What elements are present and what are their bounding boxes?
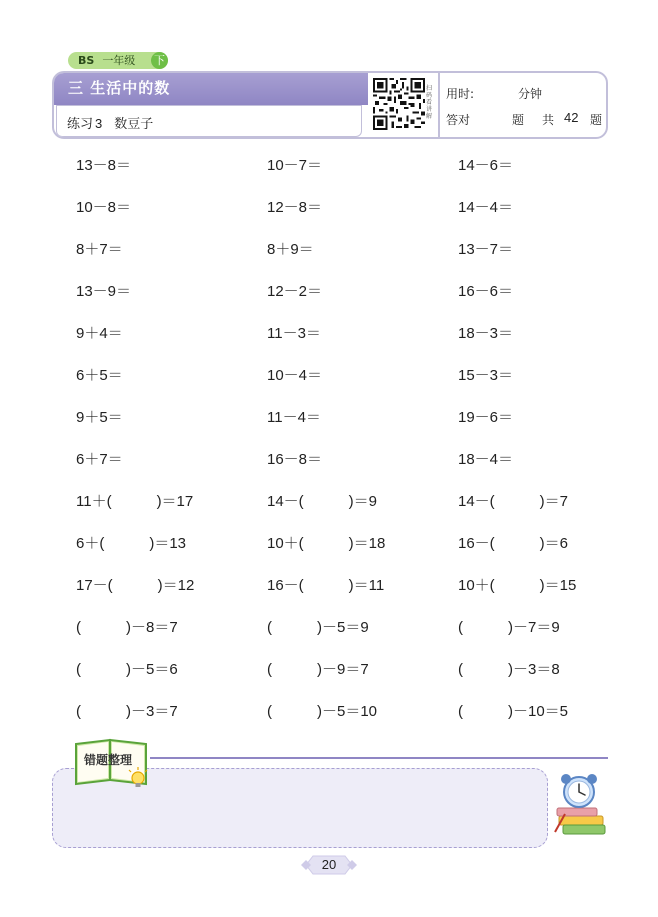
series-label: BS <box>78 54 95 67</box>
mistake-divider <box>150 757 608 759</box>
problem-row <box>76 528 596 570</box>
math-problem: 18－4＝ <box>458 451 514 468</box>
math-problem: 8＋9＝ <box>267 241 314 258</box>
problem-row <box>76 360 596 402</box>
math-problem: 14－( )＝9 <box>267 493 378 510</box>
total-suffix: 题 <box>590 113 603 127</box>
math-problem: 9＋4＝ <box>76 325 123 342</box>
problem-row <box>76 192 596 234</box>
page-number: 20 <box>321 857 337 872</box>
math-problem: 10＋( )＝15 <box>458 577 577 594</box>
math-problem: 10－7＝ <box>267 157 323 174</box>
math-problem: ( )－5＝9 <box>267 619 369 636</box>
math-problem: 6＋( )＝13 <box>76 535 187 552</box>
problem-row <box>76 696 596 738</box>
term-badge: 下 <box>151 52 168 69</box>
problem-row <box>76 486 596 528</box>
grade-tag <box>68 52 168 69</box>
unit-title: 三 生活中的数 <box>54 73 368 105</box>
math-problem: ( )－8＝7 <box>76 619 178 636</box>
math-problem: ( )－3＝8 <box>458 661 560 678</box>
math-problem: 11＋( )＝17 <box>76 493 194 510</box>
math-problem: 12－8＝ <box>267 199 323 216</box>
problem-row <box>76 276 596 318</box>
problem-row <box>76 318 596 360</box>
math-problem: 16－( )＝6 <box>458 535 569 552</box>
grade-label: 一年级 <box>102 54 136 67</box>
header-divider <box>438 73 440 139</box>
mistake-label: 错题整理 <box>84 753 133 767</box>
qr-area[interactable] <box>370 73 436 139</box>
math-problem: ( )－5＝6 <box>76 661 178 678</box>
qr-note: 扫码看讲解 <box>426 85 433 120</box>
math-problem: 16－6＝ <box>458 283 514 300</box>
math-problem: 10－8＝ <box>76 199 132 216</box>
math-problem: 17－( )＝12 <box>76 577 195 594</box>
correct-label: 答对 <box>446 113 471 127</box>
exercise-title: 数豆子 <box>114 117 154 132</box>
time-unit: 分钟 <box>518 87 543 101</box>
math-problem: 13－9＝ <box>76 283 132 300</box>
math-problem: 16－( )＝11 <box>267 577 385 594</box>
score-row <box>446 110 603 128</box>
math-problem: ( )－7＝9 <box>458 619 560 636</box>
math-problem: 11－3＝ <box>267 325 321 342</box>
qr-code-icon[interactable] <box>373 78 425 130</box>
math-problem: 8＋7＝ <box>76 241 123 258</box>
total-count: 42 <box>564 110 579 125</box>
math-problem: ( )－5＝10 <box>267 703 378 720</box>
correct-unit: 题 <box>512 113 525 127</box>
math-problem: ( )－3＝7 <box>76 703 178 720</box>
time-label: 用时: <box>446 87 475 101</box>
math-problem: 19－6＝ <box>458 409 514 426</box>
alarm-clock-books-icon <box>553 770 611 840</box>
math-problem: 14－4＝ <box>458 199 514 216</box>
math-problem: 6＋7＝ <box>76 451 123 468</box>
math-problem: 13－7＝ <box>458 241 514 258</box>
problem-row <box>76 444 596 486</box>
problem-row <box>76 234 596 276</box>
time-row <box>446 85 543 102</box>
total-prefix: 共 <box>542 113 555 127</box>
math-problem: 16－8＝ <box>267 451 323 468</box>
math-problem: 15－3＝ <box>458 367 514 384</box>
header-panel <box>52 71 608 139</box>
exercise-heading <box>67 113 153 132</box>
problem-row <box>76 570 596 612</box>
math-problem: 18－3＝ <box>458 325 514 342</box>
problem-row <box>76 402 596 444</box>
exercise-label: 练习 <box>67 117 94 132</box>
math-problem: 9＋5＝ <box>76 409 123 426</box>
math-problem: ( )－10＝5 <box>458 703 569 720</box>
math-problem: 13－8＝ <box>76 157 132 174</box>
exercise-box <box>56 105 362 137</box>
math-problem: 14－( )＝7 <box>458 493 569 510</box>
math-problem: 12－2＝ <box>267 283 323 300</box>
problem-row <box>76 150 596 192</box>
problem-row <box>76 654 596 696</box>
problem-grid <box>76 150 596 738</box>
math-problem: 11－4＝ <box>267 409 321 426</box>
math-problem: ( )－9＝7 <box>267 661 369 678</box>
math-problem: 10＋( )＝18 <box>267 535 386 552</box>
problem-row <box>76 612 596 654</box>
math-problem: 14－6＝ <box>458 157 514 174</box>
exercise-number: 3 <box>95 116 103 131</box>
math-problem: 10－4＝ <box>267 367 323 384</box>
math-problem: 6＋5＝ <box>76 367 123 384</box>
